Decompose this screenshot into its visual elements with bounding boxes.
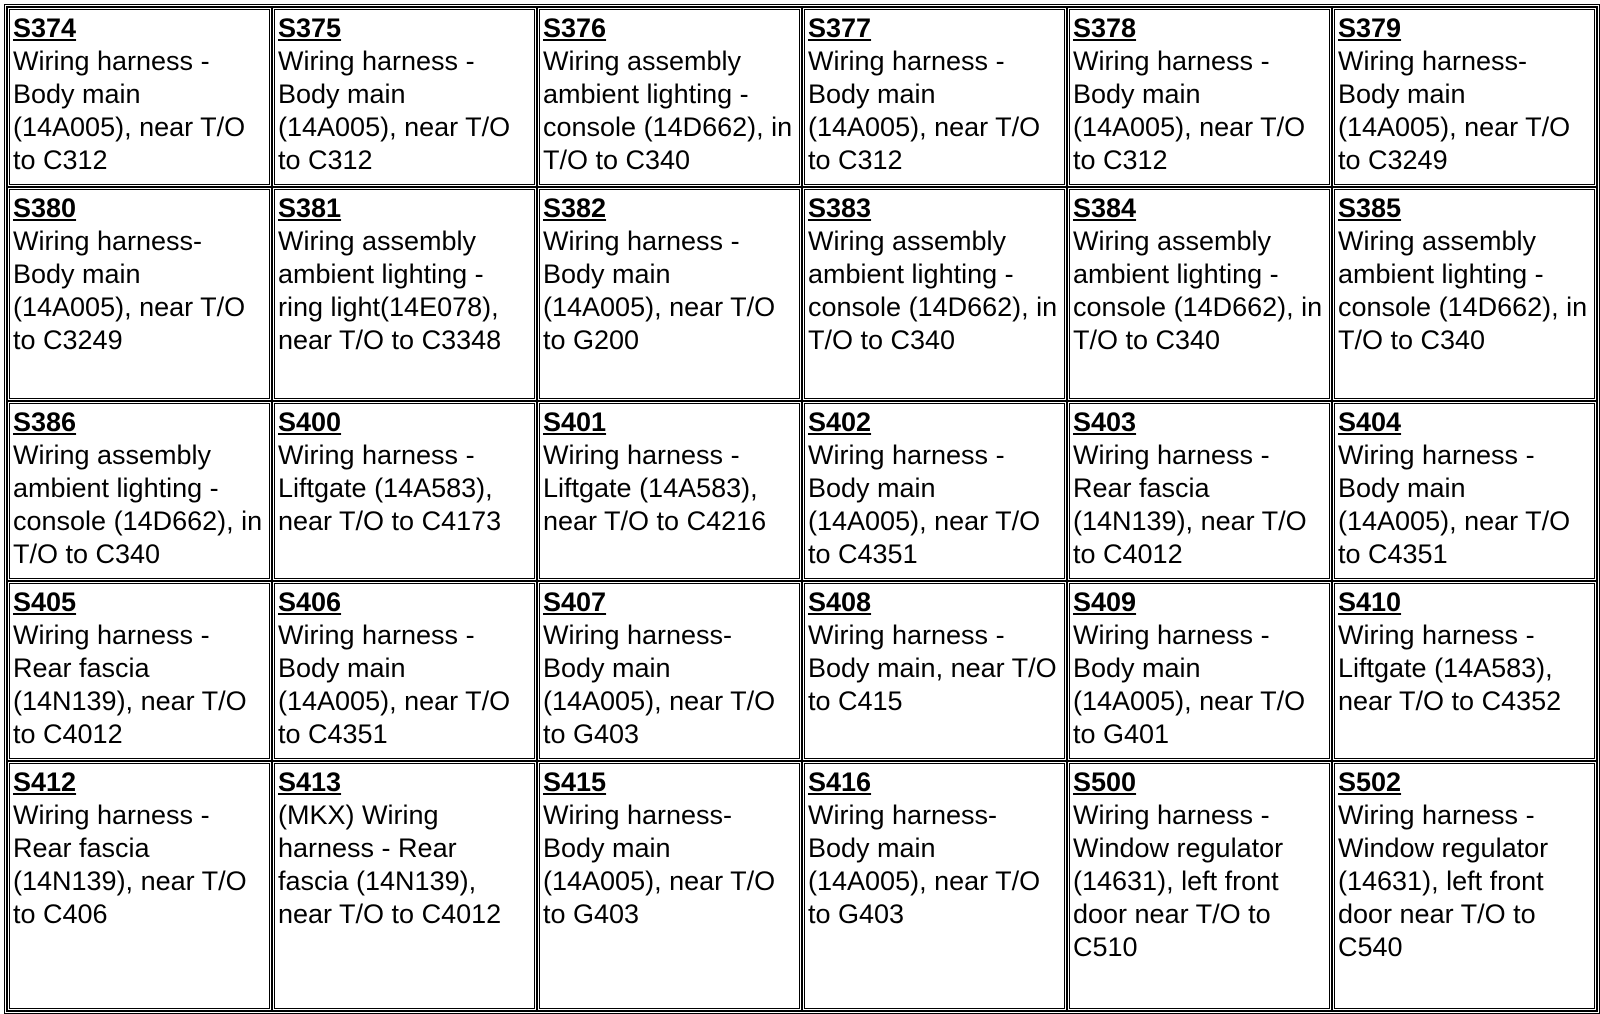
table-cell: [7, 7, 272, 187]
table-cell: [1067, 7, 1332, 187]
splice-id: S415: [543, 767, 607, 797]
splice-description: Wiring harness - Liftgate (14A583), near T/O to C4173: [278, 440, 502, 536]
table-cell: [537, 187, 802, 401]
splice-description: Wiring harness - Body main (14A005), near T/O to C312: [1073, 46, 1306, 175]
splice-id: S386: [13, 407, 77, 437]
splice-description: Wiring assembly ambient lighting - console (14D662), in T/O to C340: [543, 46, 793, 175]
splice-id: S377: [808, 13, 872, 43]
splice-description: Wiring harness - Rear fascia (14N139), near T/O to C406: [13, 800, 247, 929]
table-cell: [1067, 581, 1332, 761]
table-cell: [802, 581, 1067, 761]
splice-description: Wiring assembly ambient lighting - ring light(14E078), near T/O to C3348: [278, 226, 502, 355]
table-cell: [1332, 761, 1597, 1011]
splice-description: Wiring harness - Body main, near T/O to C415: [808, 620, 1057, 716]
splice-description: Wiring harness- Body main (14A005), near T/O to G403: [543, 800, 776, 929]
table-cell: [1067, 761, 1332, 1011]
splice-description: Wiring harness - Body main (14A005), near T/O to C312: [808, 46, 1041, 175]
splice-id: S404: [1338, 407, 1402, 437]
splice-description: Wiring harness - Rear fascia (14N139), near T/O to C4012: [1073, 440, 1307, 569]
splice-description: Wiring harness - Body main (14A005), near T/O to G200: [543, 226, 776, 355]
splice-description: Wiring assembly ambient lighting - console (14D662), in T/O to C340: [13, 440, 263, 569]
splice-id: S378: [1073, 13, 1137, 43]
table-cell: [802, 7, 1067, 187]
splice-id: S400: [278, 407, 342, 437]
splice-description: Wiring harness - Body main (14A005), near T/O to C4351: [278, 620, 511, 749]
splice-description: Wiring assembly ambient lighting - console (14D662), in T/O to C340: [1073, 226, 1323, 355]
splice-description: Wiring harness - Liftgate (14A583), near T/O to C4216: [543, 440, 767, 536]
splice-description: Wiring harness - Rear fascia (14N139), near T/O to C4012: [13, 620, 247, 749]
table-cell: [537, 401, 802, 581]
table-cell: [272, 7, 537, 187]
table-cell: [1067, 187, 1332, 401]
splice-id: S416: [808, 767, 872, 797]
splice-id: S500: [1073, 767, 1137, 797]
table-row: [7, 187, 1597, 401]
table-cell: [1332, 7, 1597, 187]
table-cell: [1332, 401, 1597, 581]
table-cell: [272, 401, 537, 581]
splice-location-sheet: [4, 4, 1594, 1008]
splice-description: Wiring harness- Body main (14A005), near T/O to G403: [808, 800, 1041, 929]
table-cell: [272, 187, 537, 401]
table-cell: [1332, 581, 1597, 761]
splice-id: S412: [13, 767, 77, 797]
splice-id: S409: [1073, 587, 1137, 617]
splice-description: Wiring harness- Body main (14A005), near T/O to C3249: [13, 226, 246, 355]
splice-description: Wiring harness - Body main (14A005), near T/O to C312: [13, 46, 246, 175]
table-cell: [7, 401, 272, 581]
splice-id: S382: [543, 193, 607, 223]
splice-location-table: [4, 4, 1600, 1014]
splice-description: Wiring harness - Body main (14A005), near T/O to C312: [278, 46, 511, 175]
splice-description: Wiring assembly ambient lighting - console (14D662), in T/O to C340: [808, 226, 1058, 355]
splice-id: S380: [13, 193, 77, 223]
splice-id: S502: [1338, 767, 1402, 797]
splice-id: S401: [543, 407, 607, 437]
table-row: [7, 7, 1597, 187]
splice-description: Wiring harness- Body main (14A005), near T/O to G403: [543, 620, 776, 749]
table-cell: [7, 761, 272, 1011]
splice-description: Wiring harness - Body main (14A005), near T/O to C4351: [808, 440, 1041, 569]
splice-id: S403: [1073, 407, 1137, 437]
splice-description: Wiring harness - Body main (14A005), near T/O to C4351: [1338, 440, 1571, 569]
table-row: [7, 761, 1597, 1011]
splice-id: S381: [278, 193, 342, 223]
table-row: [7, 581, 1597, 761]
splice-id: S413: [278, 767, 342, 797]
table-cell: [7, 187, 272, 401]
splice-id: S407: [543, 587, 607, 617]
splice-id: S383: [808, 193, 872, 223]
splice-description: Wiring harness - Window regulator (14631), left front door near T/O to C540: [1338, 800, 1549, 962]
table-cell: [272, 761, 537, 1011]
table-row: [7, 401, 1597, 581]
splice-id: S379: [1338, 13, 1402, 43]
splice-id: S385: [1338, 193, 1402, 223]
splice-id: S405: [13, 587, 77, 617]
splice-id: S384: [1073, 193, 1137, 223]
splice-id: S406: [278, 587, 342, 617]
table-cell: [1067, 401, 1332, 581]
splice-description: Wiring harness - Liftgate (14A583), near T/O to C4352: [1338, 620, 1562, 716]
table-cell: [537, 761, 802, 1011]
table-cell: [272, 581, 537, 761]
table-cell: [802, 401, 1067, 581]
table-cell: [802, 761, 1067, 1011]
splice-id: S374: [13, 13, 77, 43]
splice-id: S402: [808, 407, 872, 437]
splice-id: S376: [543, 13, 607, 43]
splice-description: (MKX) Wiring harness - Rear fascia (14N139), near T/O to C4012: [278, 800, 502, 929]
table-cell: [7, 581, 272, 761]
splice-id: S408: [808, 587, 872, 617]
splice-description: Wiring harness- Body main (14A005), near T/O to C3249: [1338, 46, 1571, 175]
table-cell: [537, 581, 802, 761]
splice-description: Wiring harness - Body main (14A005), near T/O to G401: [1073, 620, 1306, 749]
splice-id: S375: [278, 13, 342, 43]
table-cell: [537, 7, 802, 187]
table-cell: [802, 187, 1067, 401]
splice-description: Wiring harness - Window regulator (14631), left front door near T/O to C510: [1073, 800, 1284, 962]
splice-id: S410: [1338, 587, 1402, 617]
table-cell: [1332, 187, 1597, 401]
splice-description: Wiring assembly ambient lighting - console (14D662), in T/O to C340: [1338, 226, 1588, 355]
